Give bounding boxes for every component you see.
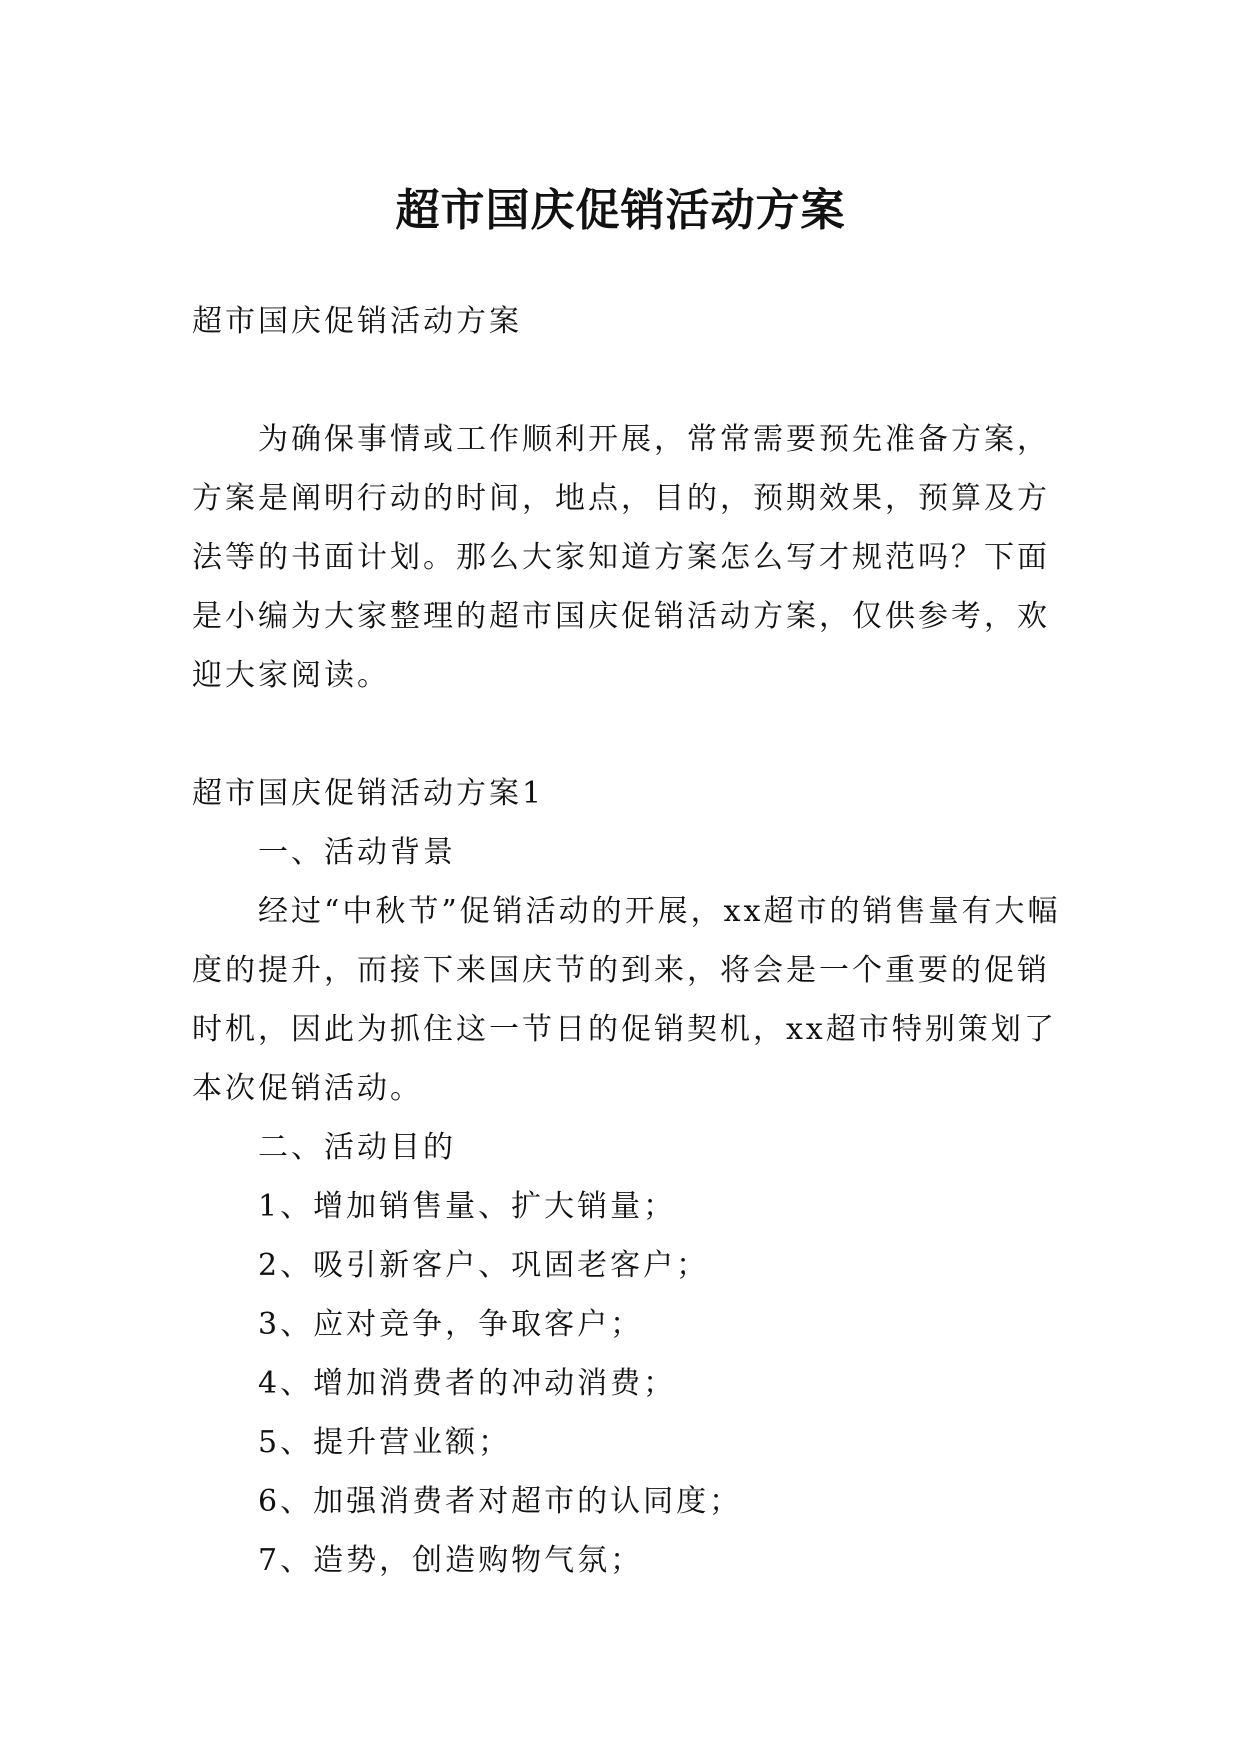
background-heading: 一、活动背景	[258, 835, 456, 870]
document-subtitle: 超市国庆促销活动方案	[192, 304, 522, 339]
purpose-item: 5、提升营业额；	[258, 1425, 512, 1460]
purpose-item: 2、吸引新客户、巩固老客户；	[258, 1248, 710, 1283]
section-title: 超市国庆促销活动方案1	[192, 776, 545, 811]
purpose-item: 6、加强消费者对超市的认同度；	[258, 1484, 743, 1519]
purpose-item: 3、应对竞争，争取客户；	[258, 1307, 644, 1342]
document-body	[192, 292, 1072, 1590]
background-paragraph: 经过“中秋节”促销活动的开展，xx超市的销售量有大幅度的提升，而接下来国庆节的到来，将会是一个重要的促销时机，因此为抓住这一节日的促销契机，xx超市特别策划了本次促销活动。	[192, 894, 1061, 1106]
purpose-heading: 二、活动目的	[258, 1130, 456, 1165]
purpose-item: 4、增加消费者的冲动消费；	[258, 1366, 677, 1401]
purpose-item: 1、增加销售量、扩大销量；	[258, 1189, 677, 1224]
intro-paragraph: 为确保事情或工作顺利开展，常常需要预先准备方案，方案是阐明行动的时间，地点，目的，预期效果，预算及方法等的书面计划。那么大家知道方案怎么写才规范吗？下面是小编为大家整理的超市国庆促销活动方案，仅供参考，欢迎大家阅读。	[192, 422, 1050, 693]
document-title: 超市国庆促销活动方案	[395, 185, 846, 237]
spacer	[192, 705, 1072, 764]
purpose-item: 7、造势，创造购物气氛；	[258, 1543, 644, 1578]
spacer	[192, 351, 1072, 410]
